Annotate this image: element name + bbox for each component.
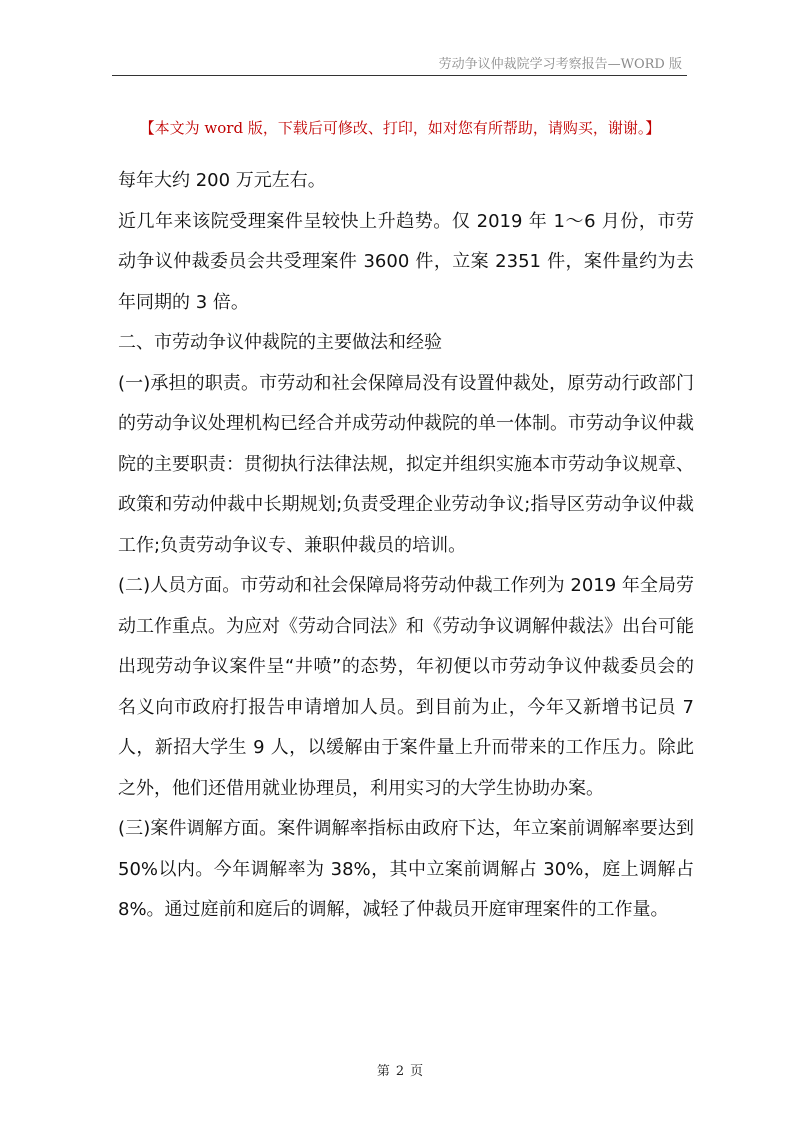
paragraph: (三)案件调解方面。案件调解率指标由政府下达，年立案前调解率要达到 50%以内。今年调解率为 38%，其中立案前调解占 30%，庭上调解占 8%。通过庭前和庭后的调解，减轻了仲裁员开庭审理案件的工作量。 xyxy=(118,818,694,920)
paragraph: (一)承担的职责。市劳动和社会保障局没有设置仲裁处，原劳动行政部门的劳动争议处理机构已经合并成劳动仲裁院的单一体制。市劳动争议仲裁院的主要职责：贯彻执行法律法规，拟定并组织实施本市劳动争议规章、政策和劳动仲裁中长期规划;负责受理企业劳动争议;指导区劳动争议仲裁工作;负责劳动争议专、兼职仲裁员的培训。 xyxy=(118,372,694,556)
header-title: 劳动争议仲裁院学习考察报告—WORD 版 xyxy=(438,57,682,72)
paragraph: 近几年来该院受理案件呈较快上升趋势。仅 2019 年 1～6 月份，市劳动争议仲裁委员会共受理案件 3600 件，立案 2351 件，案件量约为去年同期的 3 倍。 xyxy=(118,210,694,313)
paragraph: (二)人员方面。市劳动和社会保障局将劳动仲裁工作列为 2019 年全局劳动工作重点。为应对《劳动合同法》和《劳动争议调解仲裁法》出台可能出现劳动争议案件呈“井喷”的态势，年初便以市劳动争议仲裁委员会的名义向市政府打报告申请增加人员。到目前为止，今年又新增书记员 7 人，新招大学生 9 人，以缓解由于案件量上升而带来的工作压力。除此之外，他们还借用就业协理员，利用实习的大学生协助办案。 xyxy=(118,575,694,799)
header-divider xyxy=(112,75,687,76)
page-prefix: 第 xyxy=(376,1064,390,1079)
paragraph: 每年大约 200 万元左右。 xyxy=(118,170,326,191)
page-number: 2 xyxy=(395,1064,405,1079)
document-body xyxy=(118,161,694,931)
download-notice: 【本文为 word 版，下载后可修改、打印，如对您有所帮助，请购买，谢谢。】 xyxy=(139,119,661,137)
page-suffix: 页 xyxy=(410,1064,424,1079)
page-footer xyxy=(0,1060,800,1079)
section-heading: 二、市劳动争议仲裁院的主要做法和经验 xyxy=(118,332,442,353)
